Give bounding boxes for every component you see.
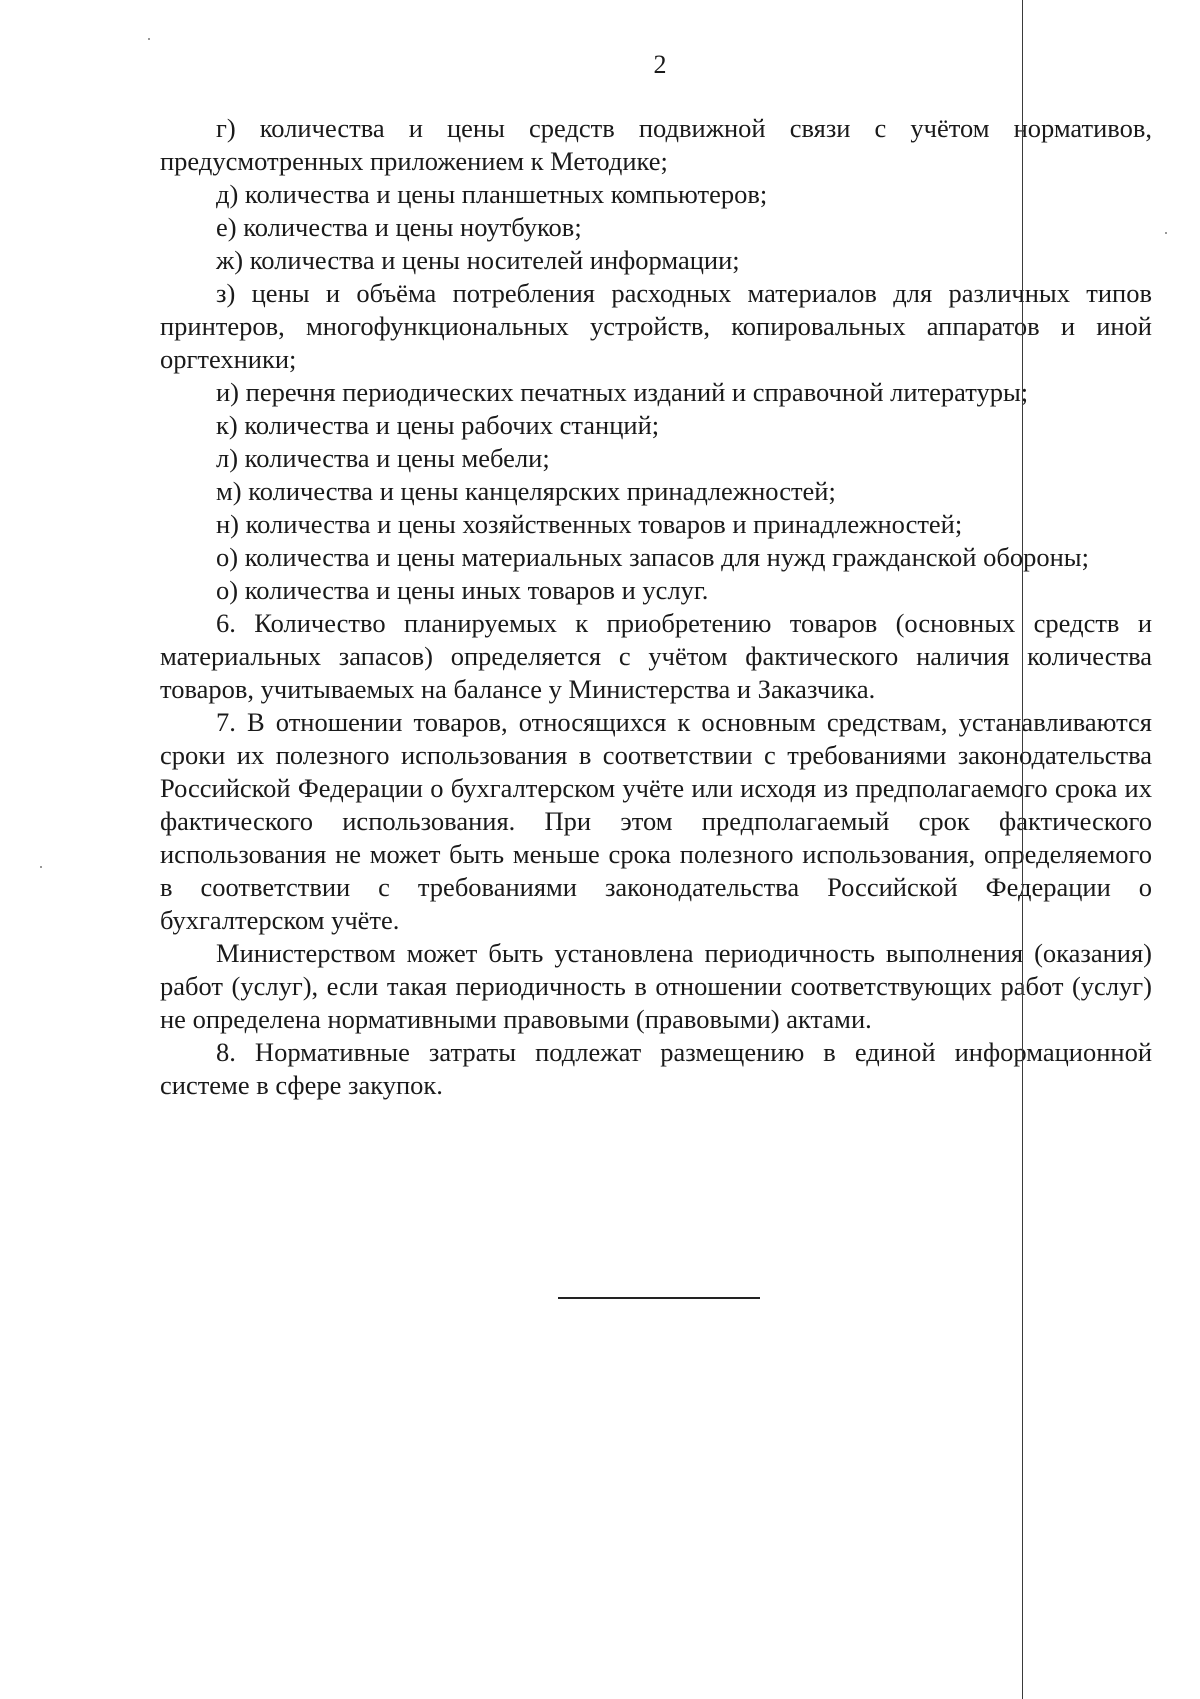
- scan-fold-line: [1022, 0, 1023, 1699]
- clause-7-continuation: Министерством может быть установлена периодичность выполнения (оказания) работ (услуг), если такая периодичность в отношении соответствующих работ (услуг) не определена нормативными правовыми (правовыми) актами.: [160, 938, 1152, 1034]
- list-item-g: г) количества и цены средств подвижной связи с учётом нормативов, предусмотренных приложением к Методике;: [160, 113, 1152, 176]
- end-of-document-rule: [558, 1297, 760, 1299]
- scan-speck: [1165, 232, 1167, 234]
- list-item-o-civil-defense: о) количества и цены материальных запасов для нужд гражданской обороны;: [216, 542, 1089, 572]
- document-body: [160, 112, 1152, 1102]
- list-item-n: н) количества и цены хозяйственных товаров и принадлежностей;: [216, 509, 963, 539]
- list-item-o-other: о) количества и цены иных товаров и услуг.: [216, 575, 709, 605]
- clause-6: 6. Количество планируемых к приобретению товаров (основных средств и материальных запасов) определяется с учётом фактического наличия количества товаров, учитываемых на балансе у Министерства и Заказчика.: [160, 608, 1152, 704]
- page-number: 2: [653, 50, 667, 79]
- list-item-m: м) количества и цены канцелярских принадлежностей;: [216, 476, 836, 506]
- list-item-i: и) перечня периодических печатных изданий и справочной литературы;: [216, 377, 1029, 407]
- list-item-zh: ж) количества и цены носителей информации;: [216, 245, 740, 275]
- list-item-e: е) количества и цены ноутбуков;: [216, 212, 582, 242]
- list-item-d: д) количества и цены планшетных компьютеров;: [216, 179, 768, 209]
- list-item-l: л) количества и цены мебели;: [216, 443, 550, 473]
- scan-speck: [148, 38, 150, 40]
- clause-8: 8. Нормативные затраты подлежат размещению в единой информационной системе в сфере закупок.: [160, 1037, 1152, 1100]
- list-item-k: к) количества и цены рабочих станций;: [216, 410, 660, 440]
- scan-speck: [40, 866, 42, 868]
- list-item-z: з) цены и объёма потребления расходных материалов для различных типов принтеров, многофункциональных устройств, копировальных аппаратов и иной оргтехники;: [160, 278, 1152, 374]
- clause-7: 7. В отношении товаров, относящихся к основным средствам, устанавливаются сроки их полезного использования в соответствии с требованиями законодательства Российской Федерации о бухгалтерском учёте или исходя из предполагаемого срока их фактического использования. При этом предполагаемый срок фактического использования не может быть меньше срока полезного использования, определяемого в соответствии с требованиями законодательства Российской Федерации о бухгалтерском учёте.: [160, 707, 1152, 935]
